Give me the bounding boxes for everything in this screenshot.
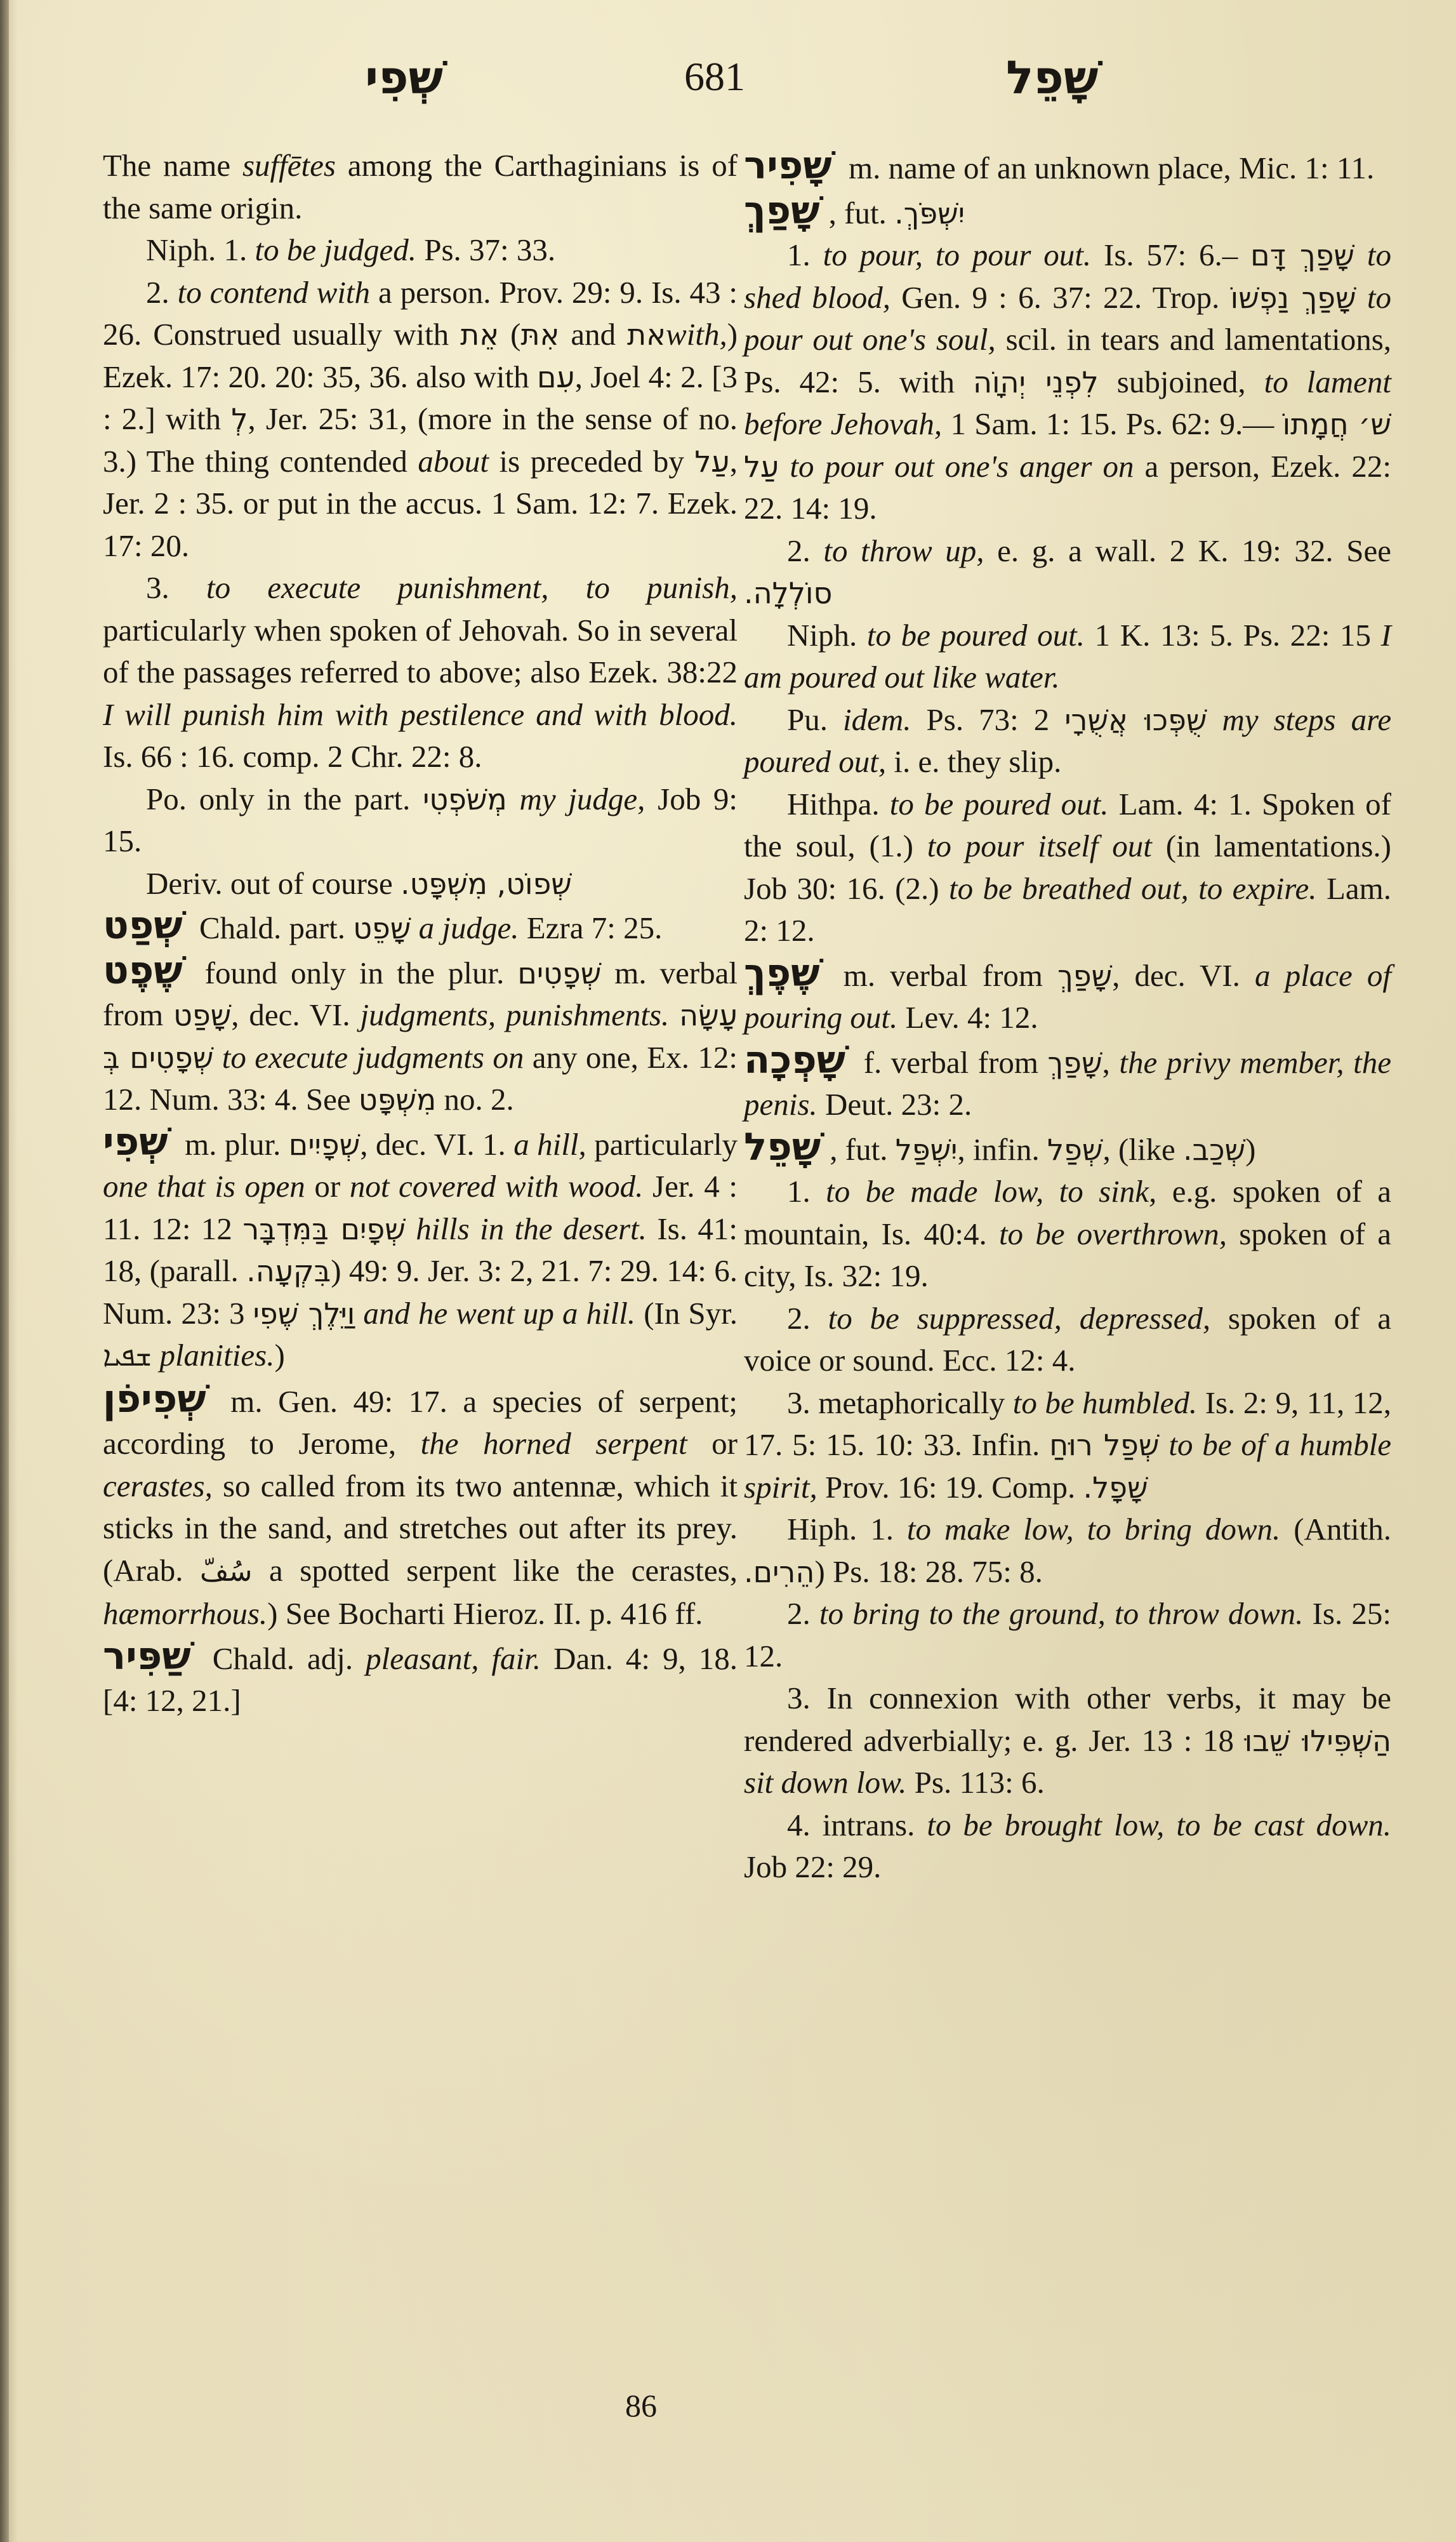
headword: שָׁפַךְ xyxy=(744,188,820,233)
entry-shephet: שֶׁפֶט found only in the plur. שְׁפָטִים m. verbal from שָׁפַט, dec. VI. judgments, punishments. עָשָׂה שְׁפָטִים בְּ to execute judgments on any one, Ex. 12: 12. Num. 33: 4. See מִשְׁפָּט no. 2. xyxy=(103,948,738,1117)
niphal-sense-3: 3. to execute punishment, to punish, particularly when spoken of Jehovah. So in several of the passages referred to above; also Ezek. 38:22 I will punish him with pestilence and with blood. Is. 66 : 16. comp. 2 Chr. 22: 8. xyxy=(103,570,738,774)
shaphel-sense-1: 1. to be made low, to sink, e.g. spoken of a mountain, Is. 40:4. to be overthrown, spoken of a city, Is. 32: 19. xyxy=(744,1174,1392,1293)
entry-shephi: שְׁפִי m. plur. שְׁפָיִים, dec. VI. 1. a hill, particularly one that is open or not covered with wood. Jer. 4 : 11. 12: 12 שְׁפָיִם בַּמִּדְבָּר hills in the desert. Is. 41: 18, (parall. בִּקְעָה.) 49: 9. Jer. 3: 2, 21. 7: 29. 14: 6. Num. 23: 3 וַיֵּלֶךְ שֶׁפִי and he went up a hill. (In Syr. ܫܦܝܐ planities.) xyxy=(103,1119,738,1373)
shaphak-sense-2: 2. to throw up, e. g. a wall. 2 K. 19: 32. See סוֹלְלָה. xyxy=(744,533,1391,610)
running-head xyxy=(0,51,1456,108)
left-column xyxy=(103,145,738,1722)
shaphel-sense-3: 3. metaphorically to be humbled. Is. 2: 9, 11, 12, 17. 5: 15. 10: 33. Infin. שְׁפַל רוּחַ to be of a humble spirit, Prov. 16: 19. Comp. שָׁפָל. xyxy=(744,1385,1392,1505)
entry-continuation: The name suffētes among the Carthaginians is of the same origin. xyxy=(103,148,738,225)
shaphel-hiphil-3: 3. In connexion with other verbs, it may be rendered adverbially; e. g. Jer. 13 : 18 הַשְׁפִּילוּ שֵׁבוּ sit down low. Ps. 113: 6. xyxy=(744,1680,1391,1800)
headword: שֶׁפֶט xyxy=(103,948,183,993)
headword: שְׁפִיפֹן xyxy=(103,1376,206,1421)
shaphak-pual: Pu. idem. Ps. 73: 2 שֻׁפְּכוּ אֲשֻׁרָי my steps are poured out, i. e. they slip. xyxy=(744,702,1392,779)
page-number: 681 xyxy=(684,54,745,99)
running-head-right-headword: שָׁפֵל xyxy=(1006,51,1099,104)
shaphak-hithpael: Hithpa. to be poured out. Lam. 4: 1. Spoken of the soul, (1.) to pour itself out (in lamentations.) Job 30: 16. (2.) to be breathed out, to expire. Lam. 2: 12. xyxy=(744,786,1391,948)
signature-mark: 86 xyxy=(625,2388,657,2423)
right-column xyxy=(744,145,1391,1889)
niphal-sense-1: Niph. 1. to be judged. Ps. 37: 33. xyxy=(146,232,556,267)
shaphak-niphal: Niph. to be poured out. 1 K. 13: 5. Ps. 22: 15 I am poured out like water. xyxy=(744,617,1391,695)
entry-shappir-chald: שַׁפִּיר Chald. adj. pleasant, fair. Dan. 4: 9, 18. [4: 12, 21.] xyxy=(103,1634,738,1718)
syriac-word: ܫܦܝܐ xyxy=(103,1340,152,1373)
poel-sense: Po. only in the part. מְשֹׁפְטִי my judge, Job 9: 15. xyxy=(103,781,738,858)
shaphel-hiphil-4: 4. intrans. to be brought low, to be cast down. Job 22: 29. xyxy=(744,1807,1391,1884)
headword: שֶׁפֶךְ xyxy=(744,950,820,995)
entry-shophkah: שָׁפְכָה f. verbal from שָׁפַךְ, the privy member, the penis. Deut. 23: 2. xyxy=(744,1037,1392,1122)
shaphel-sense-2: 2. to be suppressed, depressed, spoken of a voice or sound. Ecc. 12: 4. xyxy=(744,1300,1391,1378)
entry-shephat-chald: שְׁפַט Chald. part. שָׁפֵט a judge. Ezra 7: 25. xyxy=(103,903,663,948)
book-spine-edge xyxy=(0,0,9,2542)
headword: שַׁפִּיר xyxy=(103,1634,191,1679)
headword: שָׁפִיר xyxy=(744,143,832,188)
headword: שָׁפֵל xyxy=(744,1124,821,1169)
entry-shaphir: שָׁפִיר m. name of an unknown place, Mic. 1: 11. xyxy=(744,143,1375,188)
shaphel-hiphil-1: Hiph. 1. to make low, to bring down. (Antith. הֵרִים.) Ps. 18: 28. 75: 8. xyxy=(744,1512,1392,1589)
running-head-left-headword: שְׁפִי xyxy=(365,51,444,104)
shaphel-hiphil-2: 2. to bring to the ground, to throw down. Is. 25: 12. xyxy=(744,1596,1392,1674)
entry-shaphel: שָׁפֵל , fut. יִשְׁפַּל, infin. שְׁפַל, (like שְׁכַב.) xyxy=(744,1124,1256,1169)
headword: שָׁפְכָה xyxy=(744,1037,846,1082)
niphal-sense-2: 2. to contend with a person. Prov. 29: 9. Is. 43 : 26. Construed usually with אֵת (אִתּ and אתwith,) Ezek. 17: 20. 20: 35, 36. also with עִם, Joel 4: 2. [3 : 2.] with לְ, Jer. 25: 31, (more in the sense of no. 3.) The thing contended about is preceded by עַל, Jer. 2 : 35. or put in the accus. 1 Sam. 12: 7. Ezek. 17: 20. xyxy=(103,274,738,563)
entry-shaphak: שָׁפַךְ , fut. יִשְׁפֹּךְ. xyxy=(744,188,965,233)
entry-shephek: שֶׁפֶךְ m. verbal from שָׁפַךְ, dec. VI. a place of pouring out. Lev. 4: 12. xyxy=(744,950,1391,1035)
headword: שְׁפַט xyxy=(103,903,183,948)
headword: שְׁפִי xyxy=(103,1119,168,1164)
arabic-word: سُفّ xyxy=(200,1555,253,1588)
derivatives: Deriv. out of course שְׁפוֹט, מִשְׁפָּט. xyxy=(146,865,572,901)
entry-shephiphon: שְׁפִיפֹן m. Gen. 49: 17. a species of serpent; according to Jerome, the horned serpent or cerastes, so called from its two antennæ, which it sticks in the sand, and stretches out after its prey. (Arab. سُفّ a spotted serpent like the cerastes, hæmorrhous.) See Bocharti Hieroz. II. p. 416 ff. xyxy=(103,1376,738,1631)
shaphak-sense-1: 1. to pour, to pour out. Is. 57: 6.– שָׁפַךְ דָּם to shed blood, Gen. 9 : 6. 37: 22. Trop. שָׁפַךְ נַפְשׁוֹ to pour out one's soul, scil. in tears and lamentations, Ps. 42: 5. with לִפְנֵי יְהוָֹה subjoined, to lament before Jehovah, 1 Sam. 1: 15. Ps. 62: 9.— שׁ׳ חֲמָתוֹ עַל to pour out one's anger on a person, Ezek. 22: 22. 14: 19. xyxy=(744,237,1392,526)
